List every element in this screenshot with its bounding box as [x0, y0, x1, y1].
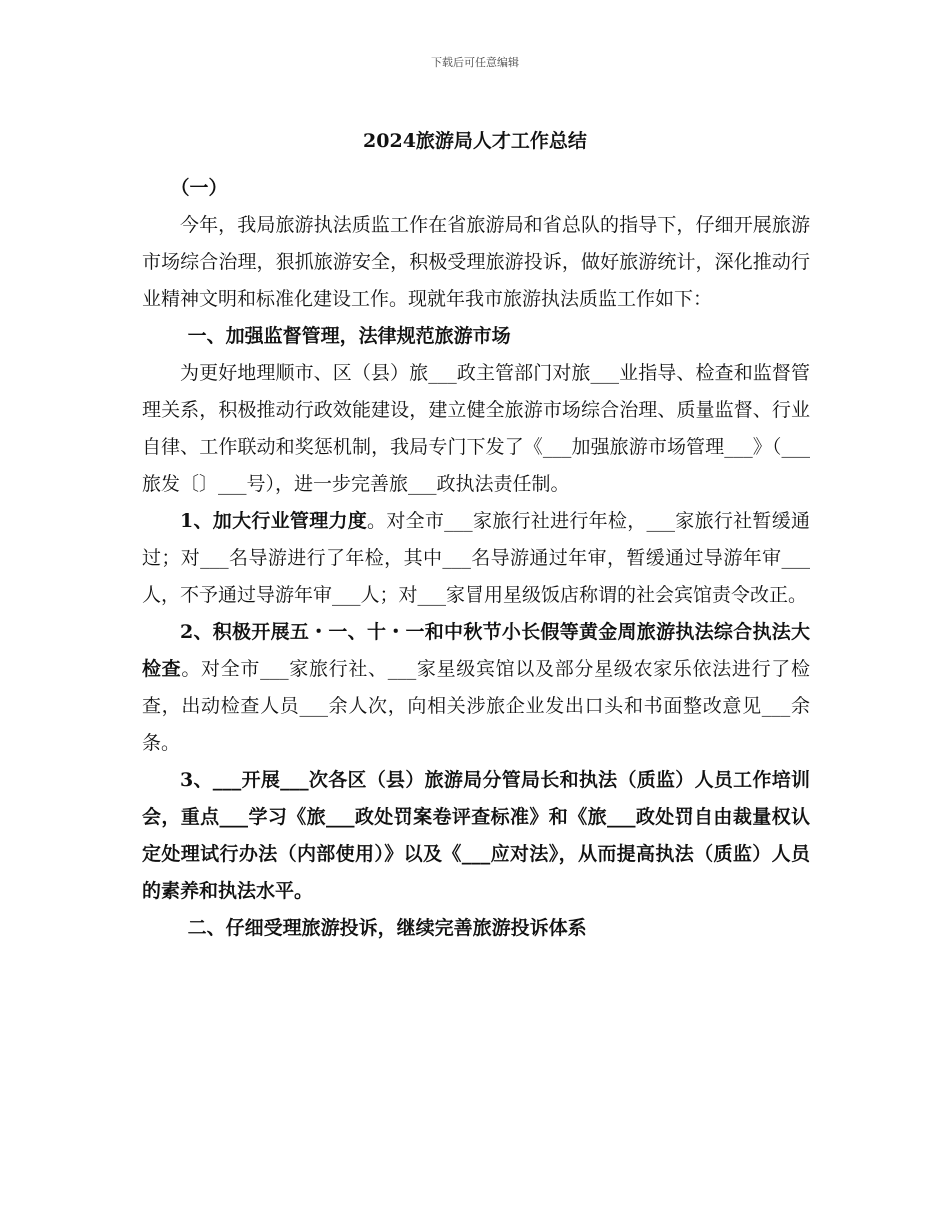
section2-heading: 二、仔细受理旅游投诉，继续完善旅游投诉体系 — [187, 917, 587, 939]
item1-lead: 1、加大行业管理力度 — [180, 510, 368, 532]
section1-item1 — [142, 503, 810, 614]
document-body — [142, 170, 810, 947]
sub-label: （一） — [170, 177, 228, 199]
item1-text: 。对全市___家旅行社进行年检，___家旅行社暂缓通过；对___名导游进行了年检，其中___名导游通过年审，暂缓通过导游年审___人，不予通过导游年审___人；对___家冒用星级饭店称谓的社会宾馆责令改正。 — [142, 510, 810, 606]
document-title: 2024旅游局人才工作总结 — [363, 130, 587, 152]
item2-text: 。对全市___家旅行社、___家星级宾馆以及部分星级农家乐依法进行了检查，出动检查人员___余人次，向相关涉旅企业发出口头和书面整改意见___余条。 — [142, 658, 810, 754]
section1-item3: 3、___开展___次各区（县）旅游局分管局长和执法（质监）人员工作培训会，重点___学习《旅___政处罚案卷评查标准》和《旅___政处罚自由裁量权认定处理试行办法（内部使用）》以及《___应对法》，从而提高执法（质监）人员的素养和执法水平。 — [142, 769, 810, 902]
section1-item2 — [142, 614, 810, 762]
section1-heading: 一、加强监督管理，法律规范旅游市场 — [187, 325, 511, 347]
item2-lead: 2、积极开展五・一、十・一和中秋节小长假等黄金周旅游执法综合执法大检查 — [142, 621, 810, 680]
header-note: 下载后可任意编辑 — [431, 56, 519, 69]
section1-paragraph: 为更好地理顺市、区（县）旅___政主管部门对旅___业指导、检查和监督管理关系，积极推动行政效能建设，建立健全旅游市场综合治理、质量监督、行业自律、工作联动和奖惩机制，我局专门下发了《___加强旅游市场管理___》（___旅发〔〕___号），进一步完善旅___政执法责任制。 — [142, 362, 810, 495]
intro-paragraph: 今年，我局旅游执法质监工作在省旅游局和省总队的指导下，仔细开展旅游市场综合治理，狠抓旅游安全，积极受理旅游投诉，做好旅游统计，深化推动行业精神文明和标准化建设工作。现就年我市旅游执法质监工作如下： — [142, 214, 810, 310]
